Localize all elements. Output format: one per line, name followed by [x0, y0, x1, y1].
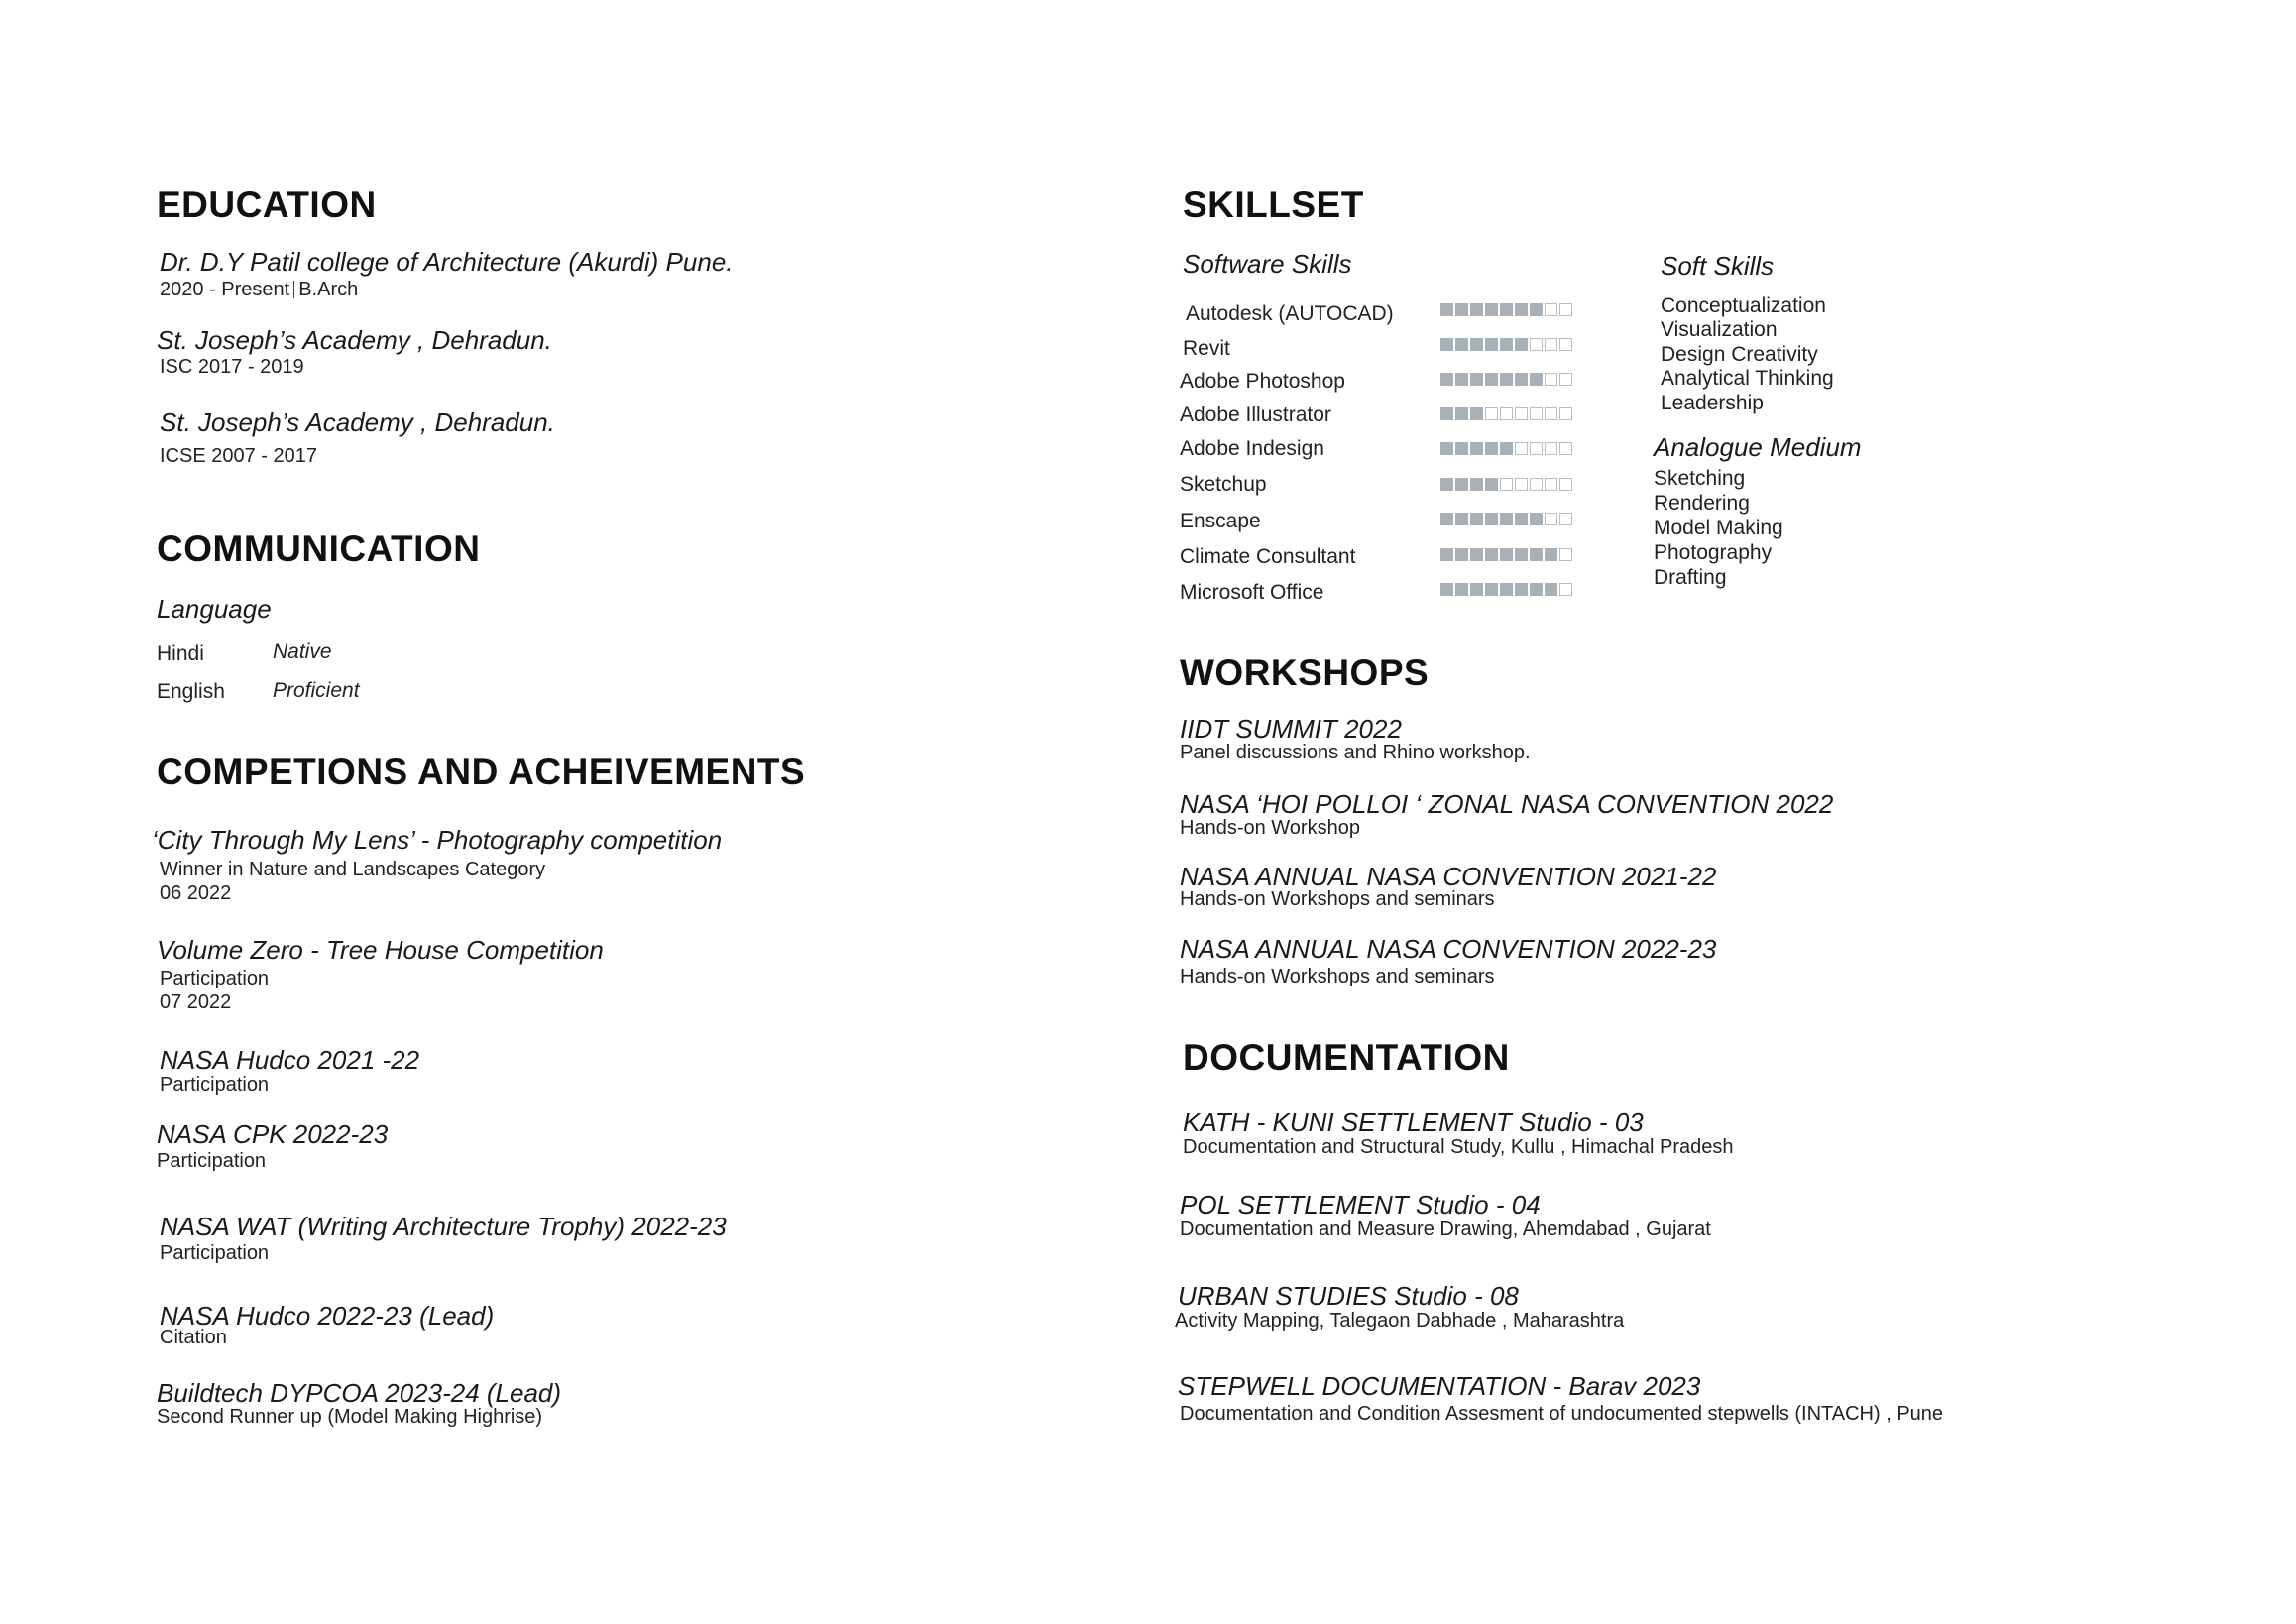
- skill-segment-filled: [1485, 303, 1498, 316]
- skill-segment-filled: [1545, 583, 1557, 596]
- workshop-detail-2: Hands-on Workshop: [1180, 817, 1360, 839]
- education-degree-1: B.Arch: [298, 279, 359, 300]
- education-detail-1: [160, 279, 358, 301]
- competition-line1-6: Citation: [160, 1327, 227, 1348]
- software-skill-label: Adobe Photoshop: [1180, 370, 1345, 393]
- skill-segment-filled: [1515, 373, 1528, 386]
- workshop-title-1: IIDT SUMMIT 2022: [1180, 714, 1402, 744]
- skill-segment-empty: [1530, 338, 1543, 351]
- software-skills-title: Software Skills: [1183, 249, 1352, 279]
- skill-segment-filled: [1515, 303, 1528, 316]
- skill-segment-empty: [1545, 442, 1557, 455]
- workshop-detail-3: Hands-on Workshops and seminars: [1180, 888, 1495, 910]
- software-skill-label: Enscape: [1180, 510, 1261, 532]
- competition-title-7: Buildtech DYPCOA 2023-24 (Lead): [157, 1378, 562, 1408]
- skill-segment-filled: [1455, 442, 1468, 455]
- skill-segment-filled: [1440, 442, 1453, 455]
- documentation-title-4: STEPWELL DOCUMENTATION - Barav 2023: [1178, 1371, 1701, 1401]
- skill-segment-empty: [1515, 407, 1528, 420]
- competition-title-5: NASA WAT (Writing Architecture Trophy) 2022-23: [160, 1212, 727, 1241]
- documentation-detail-3: Activity Mapping, Talegaon Dabhade , Maharashtra: [1175, 1310, 1625, 1332]
- skill-segment-empty: [1545, 478, 1557, 491]
- education-detail-3: ICSE 2007 - 2017: [160, 445, 317, 467]
- language-level-2: Proficient: [273, 679, 360, 702]
- skill-segment-empty: [1515, 478, 1528, 491]
- software-skill-label: Adobe Indesign: [1180, 437, 1324, 460]
- competition-title-4: NASA CPK 2022-23: [157, 1119, 389, 1149]
- skill-level-bar: [1440, 373, 1574, 386]
- skill-level-bar: [1440, 442, 1574, 455]
- skill-level-bar: [1440, 513, 1574, 525]
- soft-skills-title: Soft Skills: [1661, 251, 1775, 281]
- education-detail-2: ISC 2017 - 2019: [160, 356, 304, 378]
- skill-segment-filled: [1500, 373, 1513, 386]
- skill-segment-filled: [1470, 513, 1483, 525]
- skill-segment-filled: [1470, 338, 1483, 351]
- language-name-2: English: [157, 680, 225, 703]
- education-title-2: St. Joseph’s Academy , Dehradun.: [157, 325, 552, 355]
- analogue-medium-title: Analogue Medium: [1654, 432, 1862, 462]
- competition-title-2: Volume Zero - Tree House Competition: [157, 935, 604, 965]
- analogue-medium-item: Sketching: [1654, 467, 1746, 490]
- competition-line1-2: Participation: [160, 968, 270, 989]
- skill-segment-filled: [1485, 442, 1498, 455]
- skill-segment-empty: [1559, 338, 1572, 351]
- soft-skill-item: Analytical Thinking: [1661, 367, 1834, 390]
- skill-segment-empty: [1500, 407, 1513, 420]
- skill-segment-filled: [1455, 338, 1468, 351]
- skill-segment-filled: [1500, 548, 1513, 561]
- skill-segment-filled: [1485, 373, 1498, 386]
- skill-segment-filled: [1485, 548, 1498, 561]
- skill-segment-empty: [1559, 548, 1572, 561]
- skill-segment-empty: [1559, 373, 1572, 386]
- skill-segment-empty: [1515, 442, 1528, 455]
- skill-segment-filled: [1455, 303, 1468, 316]
- skill-segment-filled: [1455, 478, 1468, 491]
- skill-segment-filled: [1455, 583, 1468, 596]
- skill-segment-filled: [1470, 303, 1483, 316]
- language-subheading: Language: [157, 594, 272, 624]
- language-name-1: Hindi: [157, 642, 204, 665]
- competition-line1-7: Second Runner up (Model Making Highrise): [157, 1406, 543, 1428]
- analogue-medium-item: Model Making: [1654, 517, 1783, 539]
- communication-heading: COMMUNICATION: [157, 528, 481, 569]
- skill-level-bar: [1440, 548, 1574, 561]
- skill-segment-filled: [1470, 583, 1483, 596]
- skill-segment-empty: [1500, 478, 1513, 491]
- documentation-detail-4: Documentation and Condition Assesment of undocumented stepwells (INTACH) , Pune: [1180, 1403, 1944, 1425]
- skill-segment-filled: [1455, 373, 1468, 386]
- skill-segment-filled: [1545, 548, 1557, 561]
- skill-segment-filled: [1440, 373, 1453, 386]
- skill-segment-filled: [1440, 338, 1453, 351]
- skill-segment-filled: [1515, 548, 1528, 561]
- competition-title-6: NASA Hudco 2022-23 (Lead): [160, 1301, 495, 1331]
- skill-segment-filled: [1530, 303, 1543, 316]
- competition-line2-1: 06 2022: [160, 882, 232, 904]
- analogue-medium-item: Photography: [1654, 541, 1773, 564]
- skill-segment-empty: [1559, 303, 1572, 316]
- skill-segment-empty: [1530, 407, 1543, 420]
- competition-line2-2: 07 2022: [160, 991, 232, 1013]
- education-heading: EDUCATION: [157, 184, 377, 225]
- documentation-title-3: URBAN STUDIES Studio - 08: [1178, 1281, 1519, 1311]
- soft-skill-item: Visualization: [1661, 318, 1778, 341]
- workshops-heading: WORKSHOPS: [1180, 652, 1430, 693]
- skill-level-bar: [1440, 338, 1574, 351]
- skill-segment-filled: [1455, 407, 1468, 420]
- competition-line1-1: Winner in Nature and Landscapes Category: [160, 859, 546, 880]
- skill-segment-filled: [1440, 583, 1453, 596]
- documentation-detail-2: Documentation and Measure Drawing, Ahemdabad , Gujarat: [1180, 1218, 1711, 1240]
- soft-skill-item: Design Creativity: [1661, 343, 1818, 366]
- skill-level-bar: [1440, 407, 1574, 420]
- workshop-detail-4: Hands-on Workshops and seminars: [1180, 966, 1495, 987]
- skill-segment-filled: [1440, 513, 1453, 525]
- documentation-detail-1: Documentation and Structural Study, Kullu , Himachal Pradesh: [1183, 1136, 1734, 1158]
- skill-segment-filled: [1515, 583, 1528, 596]
- skill-segment-filled: [1440, 548, 1453, 561]
- education-title-3: St. Joseph’s Academy , Dehradun.: [160, 407, 555, 437]
- competitions-heading: COMPETIONS AND ACHEIVEMENTS: [157, 752, 806, 792]
- competition-line1-5: Participation: [160, 1242, 270, 1264]
- software-skill-label: Sketchup: [1180, 473, 1267, 496]
- skill-segment-filled: [1500, 442, 1513, 455]
- documentation-title-1: KATH - KUNI SETTLEMENT Studio - 03: [1183, 1107, 1644, 1137]
- skill-level-bar: [1440, 478, 1574, 491]
- skill-segment-filled: [1500, 513, 1513, 525]
- skill-level-bar: [1440, 303, 1574, 316]
- skill-segment-filled: [1485, 478, 1498, 491]
- soft-skill-item: Leadership: [1661, 392, 1764, 414]
- workshop-title-3: NASA ANNUAL NASA CONVENTION 2021-22: [1180, 862, 1717, 891]
- skill-segment-filled: [1440, 303, 1453, 316]
- skill-segment-empty: [1530, 478, 1543, 491]
- software-skill-label: Adobe Illustrator: [1180, 404, 1331, 426]
- skill-segment-empty: [1545, 513, 1557, 525]
- skill-segment-empty: [1559, 478, 1572, 491]
- skill-segment-filled: [1500, 583, 1513, 596]
- software-skill-label: Microsoft Office: [1180, 581, 1324, 604]
- skillset-heading: SKILLSET: [1183, 184, 1364, 225]
- skill-segment-empty: [1559, 407, 1572, 420]
- skill-segment-empty: [1545, 303, 1557, 316]
- skill-segment-empty: [1545, 407, 1557, 420]
- education-period-1: 2020 - Present: [160, 279, 290, 300]
- skill-segment-filled: [1485, 583, 1498, 596]
- skill-segment-filled: [1455, 548, 1468, 561]
- documentation-heading: DOCUMENTATION: [1183, 1037, 1510, 1078]
- skill-segment-filled: [1500, 303, 1513, 316]
- skill-segment-filled: [1470, 442, 1483, 455]
- skill-segment-empty: [1559, 583, 1572, 596]
- skill-segment-filled: [1470, 478, 1483, 491]
- software-skill-label: Autodesk (AUTOCAD): [1186, 302, 1394, 325]
- software-skill-label: Revit: [1183, 337, 1230, 360]
- skill-segment-filled: [1440, 407, 1453, 420]
- documentation-title-2: POL SETTLEMENT Studio - 04: [1180, 1190, 1541, 1219]
- skill-segment-empty: [1545, 338, 1557, 351]
- skill-segment-empty: [1530, 442, 1543, 455]
- skill-segment-empty: [1559, 513, 1572, 525]
- competition-title-1: ‘City Through My Lens’ - Photography competition: [152, 825, 723, 855]
- software-skill-label: Climate Consultant: [1180, 545, 1356, 568]
- analogue-medium-item: Rendering: [1654, 492, 1750, 515]
- skill-segment-filled: [1485, 338, 1498, 351]
- analogue-medium-item: Drafting: [1654, 566, 1727, 589]
- skill-segment-filled: [1515, 338, 1528, 351]
- skill-segment-filled: [1485, 513, 1498, 525]
- skill-segment-filled: [1530, 548, 1543, 561]
- soft-skill-item: Conceptualization: [1661, 294, 1826, 317]
- skill-segment-empty: [1545, 373, 1557, 386]
- competition-title-3: NASA Hudco 2021 -22: [160, 1045, 420, 1075]
- skill-segment-filled: [1470, 373, 1483, 386]
- skill-segment-filled: [1470, 548, 1483, 561]
- workshop-title-4: NASA ANNUAL NASA CONVENTION 2022-23: [1180, 934, 1717, 964]
- skill-segment-filled: [1440, 478, 1453, 491]
- language-level-1: Native: [273, 640, 332, 663]
- separator: [293, 281, 294, 298]
- skill-segment-filled: [1500, 338, 1513, 351]
- education-title-1: Dr. D.Y Patil college of Architecture (Akurdi) Pune.: [160, 247, 734, 277]
- competition-line1-3: Participation: [160, 1074, 270, 1096]
- skill-segment-filled: [1455, 513, 1468, 525]
- skill-segment-empty: [1559, 442, 1572, 455]
- workshop-detail-1: Panel discussions and Rhino workshop.: [1180, 742, 1531, 763]
- skill-segment-filled: [1530, 583, 1543, 596]
- skill-segment-filled: [1530, 513, 1543, 525]
- workshop-title-2: NASA ‘HOI POLLOI ‘ ZONAL NASA CONVENTION 2022: [1180, 789, 1834, 819]
- skill-segment-filled: [1470, 407, 1483, 420]
- skill-level-bar: [1440, 583, 1574, 596]
- skill-segment-empty: [1485, 407, 1498, 420]
- skill-segment-filled: [1530, 373, 1543, 386]
- skill-segment-filled: [1515, 513, 1528, 525]
- competition-line1-4: Participation: [157, 1150, 267, 1172]
